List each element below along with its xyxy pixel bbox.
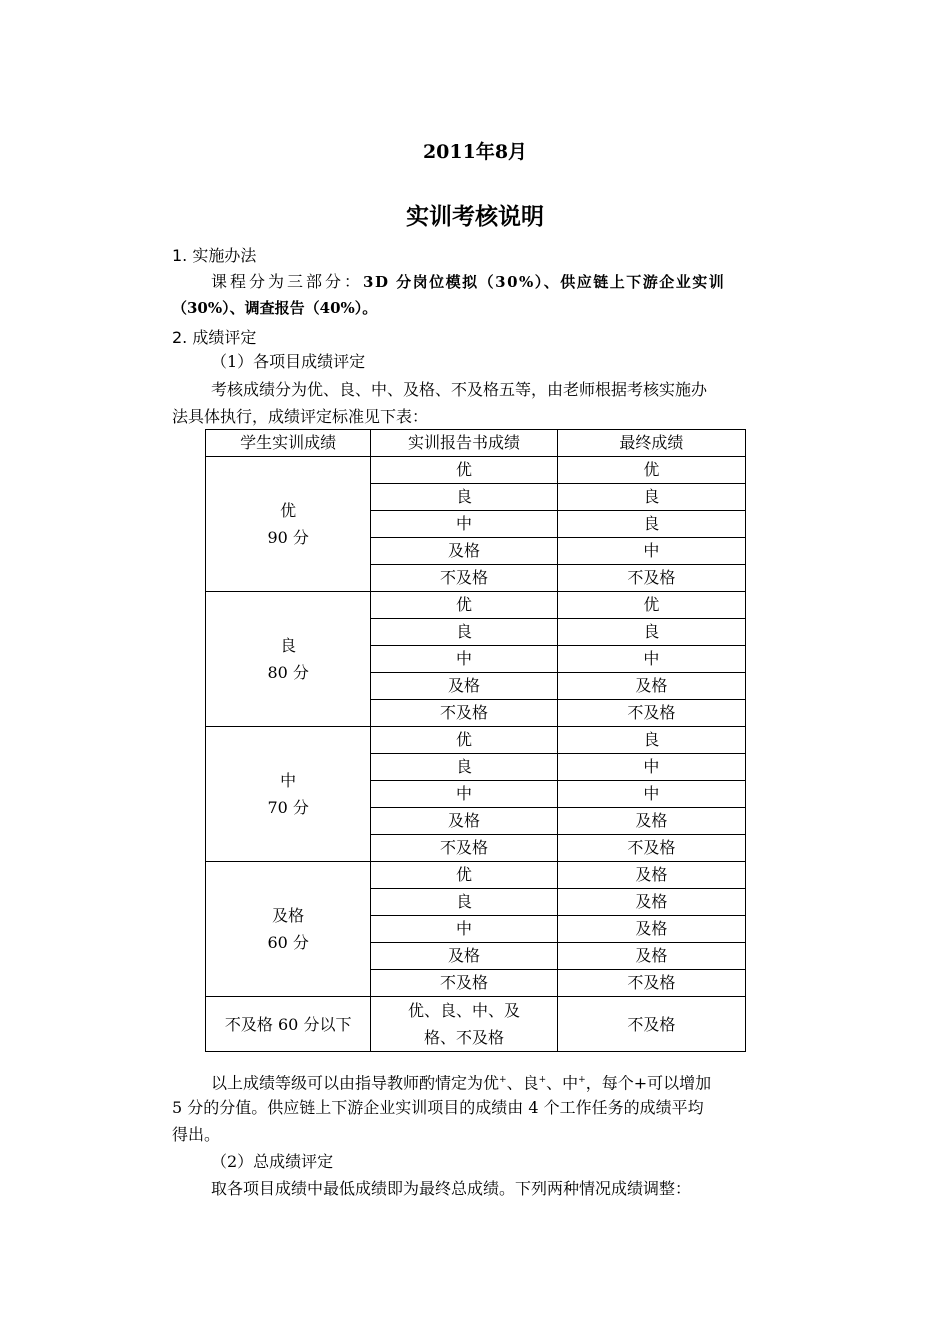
line-text-a: 以上成绩等级可以由指导教师酌情定为优 [211,1073,500,1093]
report-grade-cell: 中 [371,781,557,808]
final-grade-cell: 良 [557,484,745,511]
subsection-2-heading: （2）总成绩评定 [211,1152,334,1171]
report-grade-cell: 不及格 [371,835,557,862]
after-table-line-2: 5 分的分值。供应链上下游企业实训项目的成绩由 4 个工作任务的成绩平均 [172,1098,704,1117]
plus-mark: + [538,1075,547,1085]
grade-zhong: 中 [562,1073,579,1093]
report-grade-cell: 不及格 [371,700,557,727]
table-row [206,592,746,619]
report-grade-cell: 良 [371,484,557,511]
report-grade-cell: 及格 [371,538,557,565]
section-1-paragraph-line-1 [211,268,725,296]
final-grade-cell: 不及格 [557,700,745,727]
report-grade-cell: 优 [371,862,557,889]
student-grade: 中 [280,771,297,790]
student-grade-cell [206,727,371,862]
final-grade-cell: 及格 [557,808,745,835]
student-score: 70 分 [267,798,309,817]
student-score: 90 分 [267,528,309,547]
report-grade-cell [371,997,557,1052]
report-grade-cell: 优 [371,457,557,484]
report-grade-line-1: 优、良、中、及 [408,1001,521,1020]
final-grade-cell: 及格 [557,673,745,700]
report-grade-cell: 优 [371,727,557,754]
table-header-row [206,430,746,457]
header-student-grade: 学生实训成绩 [206,430,371,457]
section-1-heading: 1. 实施办法 [172,246,257,265]
paragraph-bold-part: 3D 分岗位模拟（30%）、供应链上下游企业实训 [363,273,726,291]
student-grade: 及格 [272,906,305,925]
intro-line-1: 考核成绩分为优、良、中、及格、不及格五等，由老师根据考核实施办 [211,380,708,399]
report-grade-cell: 及格 [371,673,557,700]
plus-mark: + [499,1075,507,1085]
final-grade-cell: 不及格 [557,997,745,1052]
document-date: 2011年8月 [422,141,528,163]
report-grade-cell: 及格 [371,808,557,835]
report-grade-cell: 不及格 [371,565,557,592]
final-grade-cell: 良 [557,511,745,538]
final-grade-cell: 中 [557,538,745,565]
student-grade-cell [206,457,371,592]
separator: 、 [506,1073,523,1093]
document-title: 实训考核说明 [406,204,544,230]
subsection-1-heading: （1）各项目成绩评定 [211,352,366,371]
header-report-grade: 实训报告书成绩 [371,430,557,457]
line-text-b: ，每个+可以增加 [585,1073,712,1093]
table-row [206,457,746,484]
student-grade: 优 [280,501,297,520]
final-grade-cell: 良 [557,727,745,754]
student-score: 80 分 [267,663,309,682]
final-grade-cell: 中 [557,754,745,781]
final-grade-cell: 优 [557,457,745,484]
paragraph-lead: 课程分为三部分： [211,272,364,291]
after-table-line-3: 得出。 [172,1125,221,1144]
report-grade-cell: 中 [371,646,557,673]
final-grade-cell: 中 [557,781,745,808]
student-score: 60 分 [267,933,309,952]
final-grade-cell: 及格 [557,889,745,916]
section-2-heading: 2. 成绩评定 [172,328,257,347]
final-grade-cell: 优 [557,592,745,619]
separator: 、 [546,1073,563,1093]
report-grade-cell: 不及格 [371,970,557,997]
table-row [206,862,746,889]
intro-line-2: 法具体执行，成绩评定标准见下表： [172,407,429,426]
report-grade-cell: 中 [371,916,557,943]
final-grade-cell: 良 [557,619,745,646]
report-grade-line-2: 格、不及格 [424,1028,505,1047]
final-grade-cell: 不及格 [557,565,745,592]
report-grade-cell: 及格 [371,943,557,970]
table-row [206,997,746,1052]
report-grade-cell: 中 [371,511,557,538]
final-grade-cell: 不及格 [557,970,745,997]
final-grade-cell: 及格 [557,862,745,889]
plus-mark: + [578,1075,586,1085]
report-grade-cell: 良 [371,889,557,916]
section-1-paragraph-line-2: （30%）、调查报告（40%）。 [172,299,378,317]
student-grade: 良 [280,636,297,655]
header-final-grade: 最终成绩 [557,430,745,457]
report-grade-cell: 优 [371,592,557,619]
grade-liang: 良 [522,1073,539,1093]
student-grade-cell [206,862,371,997]
grading-table [205,429,746,1052]
after-table-line-1 [211,1067,711,1096]
student-grade-cell: 不及格 60 分以下 [206,997,371,1052]
table-row [206,727,746,754]
report-grade-cell: 良 [371,754,557,781]
after-table-line-4: 取各项目成绩中最低成绩即为最终总成绩。下列两种情况成绩调整： [211,1179,692,1198]
report-grade-cell: 良 [371,619,557,646]
final-grade-cell: 中 [557,646,745,673]
final-grade-cell: 及格 [557,916,745,943]
student-grade-cell [206,592,371,727]
final-grade-cell: 不及格 [557,835,745,862]
final-grade-cell: 及格 [557,943,745,970]
